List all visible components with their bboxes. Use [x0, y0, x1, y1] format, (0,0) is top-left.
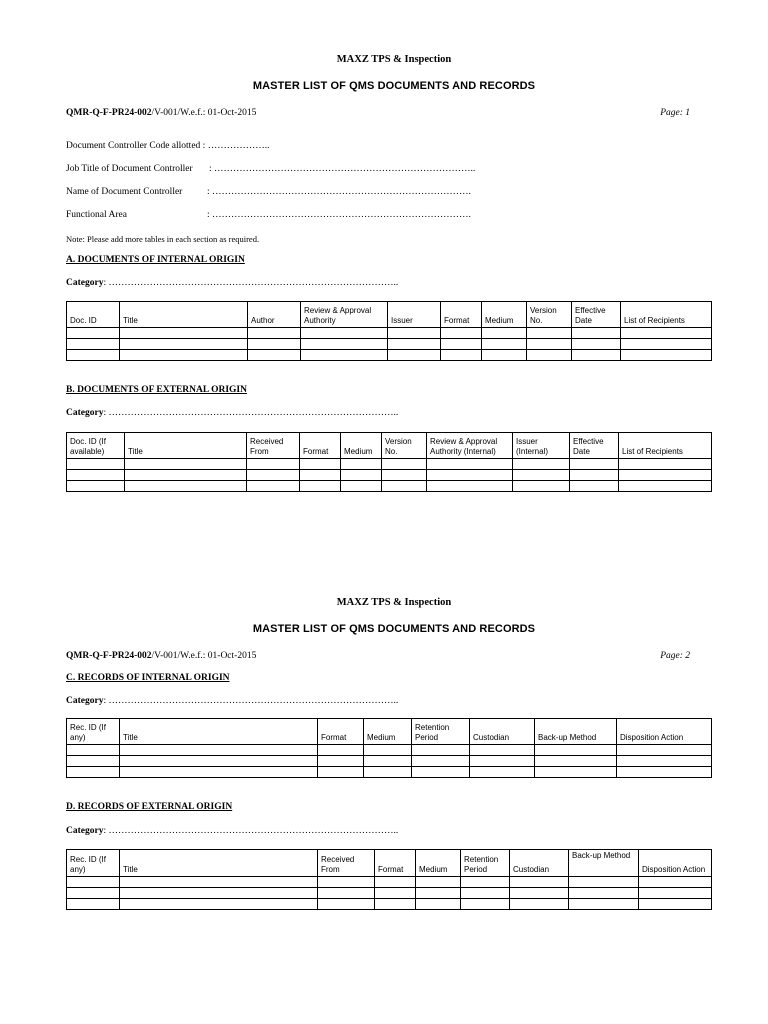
table-cell[interactable] [301, 328, 388, 339]
table-header-row [67, 850, 712, 877]
col-header: Version No. [527, 302, 572, 328]
table-cell[interactable] [318, 767, 364, 778]
table-row [67, 745, 712, 756]
category-label: Category [66, 826, 104, 836]
table-cell[interactable] [67, 877, 120, 888]
table-cell[interactable] [639, 899, 712, 910]
form-reference [66, 108, 256, 118]
category-label: Category [66, 278, 104, 288]
table-row [67, 350, 712, 361]
section-a-category [66, 278, 398, 288]
col-header: Title [120, 719, 318, 745]
col-header: Issuer (Internal) [513, 433, 570, 459]
col-header: Review & Approval Authority (Internal) [427, 433, 513, 459]
note-text: Note: Please add more tables in each section as required. [66, 234, 260, 244]
table-cell[interactable] [301, 339, 388, 350]
table-cell[interactable] [570, 481, 619, 492]
table-cell[interactable] [527, 350, 572, 361]
table-row [67, 470, 712, 481]
table-cell[interactable] [461, 888, 510, 899]
table-cell[interactable] [621, 328, 712, 339]
col-header: Custodian [470, 719, 535, 745]
col-header: Rec. ID (If any) [67, 850, 120, 877]
table-cell[interactable] [67, 339, 120, 350]
table-cell[interactable] [441, 350, 482, 361]
table-cell[interactable] [120, 767, 318, 778]
page-number: Page: 1 [660, 108, 690, 118]
table-cell[interactable] [375, 888, 416, 899]
table-cell[interactable] [300, 470, 341, 481]
company-name: MAXZ TPS & Inspection [336, 597, 452, 608]
table-cell[interactable] [318, 756, 364, 767]
table-cell[interactable] [617, 756, 712, 767]
table-cell[interactable] [570, 459, 619, 470]
col-header: Back-up Method [535, 719, 617, 745]
table-cell[interactable] [364, 767, 412, 778]
field-blank[interactable]: ……………….. [207, 141, 270, 151]
table-cell[interactable] [570, 470, 619, 481]
table-cell[interactable] [412, 745, 470, 756]
document-title: MASTER LIST OF QMS DOCUMENTS AND RECORDS [252, 623, 536, 635]
col-header: Format [300, 433, 341, 459]
table-cell[interactable] [441, 339, 482, 350]
section-a-heading: A. DOCUMENTS OF INTERNAL ORIGIN [66, 255, 245, 265]
table-cell[interactable] [388, 339, 441, 350]
table-cell[interactable] [67, 459, 125, 470]
table-cell[interactable] [247, 470, 300, 481]
table-cell[interactable] [67, 481, 125, 492]
field-blank[interactable]: : ……………………………………………………………………….. [209, 164, 476, 174]
category-label: Category [66, 696, 104, 706]
table-cell[interactable] [535, 756, 617, 767]
document-title: MASTER LIST OF QMS DOCUMENTS AND RECORDS [252, 80, 536, 92]
table-cell[interactable] [120, 888, 318, 899]
table-cell[interactable] [416, 877, 461, 888]
table-cell[interactable] [639, 888, 712, 899]
table-cell[interactable] [412, 767, 470, 778]
section-d-table [66, 849, 712, 910]
col-header: List of Recipients [619, 433, 712, 459]
table-cell[interactable] [67, 899, 120, 910]
col-header: Rec. ID (If any) [67, 719, 120, 745]
form-code: QMR-Q-F-PR24-002 [66, 108, 152, 118]
table-cell[interactable] [382, 481, 427, 492]
table-cell[interactable] [482, 339, 527, 350]
table-cell[interactable] [300, 481, 341, 492]
table-cell[interactable] [67, 350, 120, 361]
col-header: Received From [318, 850, 375, 877]
table-header-row [67, 433, 712, 459]
col-header: Effective Date [572, 302, 621, 328]
col-header: Medium [364, 719, 412, 745]
col-header: Format [441, 302, 482, 328]
section-a-table [66, 301, 712, 361]
table-cell[interactable] [470, 756, 535, 767]
table-cell[interactable] [513, 470, 570, 481]
col-header: Effective Date [570, 433, 619, 459]
table-cell[interactable] [247, 459, 300, 470]
table-cell[interactable] [67, 745, 120, 756]
category-label: Category [66, 408, 104, 418]
field-label: Functional Area [66, 210, 127, 220]
table-row [67, 459, 712, 470]
table-cell[interactable] [301, 350, 388, 361]
table-cell[interactable] [527, 328, 572, 339]
field-controller-code [66, 141, 269, 151]
table-cell[interactable] [482, 350, 527, 361]
table-cell[interactable] [617, 767, 712, 778]
col-header: Format [375, 850, 416, 877]
field-label: Document Controller Code allotted : [66, 141, 206, 151]
table-cell[interactable] [619, 481, 712, 492]
col-header: Title [125, 433, 247, 459]
table-cell[interactable] [120, 745, 318, 756]
table-cell[interactable] [482, 328, 527, 339]
table-cell[interactable] [120, 899, 318, 910]
col-header: Issuer [388, 302, 441, 328]
table-cell[interactable] [513, 481, 570, 492]
table-header-row [67, 302, 712, 328]
table-cell[interactable] [527, 339, 572, 350]
col-header: Disposition Action [617, 719, 712, 745]
table-cell[interactable] [427, 481, 513, 492]
table-cell[interactable] [67, 328, 120, 339]
table-cell[interactable] [535, 767, 617, 778]
col-header: Retention Period [461, 850, 510, 877]
table-cell[interactable] [621, 350, 712, 361]
col-header: Retention Period [412, 719, 470, 745]
category-blank[interactable]: : ……………………………………………………………………………….. [103, 278, 399, 288]
section-c-category [66, 696, 398, 706]
section-b-category [66, 408, 398, 418]
table-cell[interactable] [120, 756, 318, 767]
section-d-category [66, 826, 398, 836]
section-b-heading: B. DOCUMENTS OF EXTERNAL ORIGIN [66, 385, 247, 395]
table-row [67, 888, 712, 899]
table-cell[interactable] [639, 877, 712, 888]
table-cell[interactable] [572, 339, 621, 350]
table-cell[interactable] [120, 350, 248, 361]
table-cell[interactable] [416, 888, 461, 899]
table-cell[interactable] [300, 459, 341, 470]
table-cell[interactable] [382, 459, 427, 470]
table-cell[interactable] [441, 328, 482, 339]
table-cell[interactable] [572, 328, 621, 339]
table-cell[interactable] [510, 888, 569, 899]
col-header: Disposition Action [639, 850, 712, 877]
table-row [67, 767, 712, 778]
field-blank[interactable]: : ………………………………………………………………………. [207, 210, 471, 220]
page-number: Page: 2 [660, 651, 690, 661]
table-cell[interactable] [569, 877, 639, 888]
col-header: Doc. ID [67, 302, 120, 328]
table-cell[interactable] [572, 350, 621, 361]
table-cell[interactable] [120, 877, 318, 888]
col-header: Custodian [510, 850, 569, 877]
col-header: Medium [482, 302, 527, 328]
table-cell[interactable] [621, 339, 712, 350]
table-cell[interactable] [569, 899, 639, 910]
table-cell[interactable] [510, 877, 569, 888]
table-cell[interactable] [318, 888, 375, 899]
table-cell[interactable] [513, 459, 570, 470]
col-header: Format [318, 719, 364, 745]
table-cell[interactable] [67, 470, 125, 481]
table-cell[interactable] [569, 888, 639, 899]
section-d-heading: D. RECORDS OF EXTERNAL ORIGIN [66, 802, 233, 812]
col-header: Title [120, 850, 318, 877]
table-cell[interactable] [619, 470, 712, 481]
col-header: Title [120, 302, 248, 328]
col-header: Version No. [382, 433, 427, 459]
table-cell[interactable] [388, 350, 441, 361]
table-cell[interactable] [341, 470, 382, 481]
table-cell[interactable] [318, 745, 364, 756]
table-row [67, 899, 712, 910]
section-c-table [66, 718, 712, 778]
table-cell[interactable] [461, 899, 510, 910]
field-label: Name of Document Controller [66, 187, 183, 197]
col-header: Doc. ID (If available) [67, 433, 125, 459]
category-blank[interactable]: : ……………………………………………………………………………….. [103, 696, 399, 706]
section-c-heading: C. RECORDS OF INTERNAL ORIGIN [66, 673, 230, 683]
form-version-date: /V-001/W.e.f.: 01-Oct-2015 [151, 108, 257, 118]
table-cell[interactable] [67, 756, 120, 767]
table-cell[interactable] [120, 339, 248, 350]
table-cell[interactable] [416, 899, 461, 910]
table-cell[interactable] [125, 481, 247, 492]
table-cell[interactable] [461, 877, 510, 888]
col-header: Review & Approval Authority [301, 302, 388, 328]
table-cell[interactable] [125, 470, 247, 481]
table-row [67, 481, 712, 492]
field-functional-area [66, 210, 127, 220]
col-header: Received From [247, 433, 300, 459]
company-name: MAXZ TPS & Inspection [336, 54, 452, 65]
section-b-table [66, 432, 712, 492]
col-header: List of Recipients [621, 302, 712, 328]
table-cell[interactable] [120, 328, 248, 339]
table-row [67, 328, 712, 339]
form-code: QMR-Q-F-PR24-002 [66, 651, 152, 661]
table-cell[interactable] [67, 767, 120, 778]
table-cell[interactable] [375, 899, 416, 910]
category-blank[interactable]: : ……………………………………………………………………………….. [103, 408, 399, 418]
table-cell[interactable] [341, 481, 382, 492]
table-cell[interactable] [427, 470, 513, 481]
table-cell[interactable] [382, 470, 427, 481]
table-row [67, 339, 712, 350]
table-cell[interactable] [375, 877, 416, 888]
field-label: Job Title of Document Controller [66, 164, 193, 174]
table-cell[interactable] [318, 877, 375, 888]
table-header-row [67, 719, 712, 745]
table-cell[interactable] [125, 459, 247, 470]
table-cell[interactable] [67, 888, 120, 899]
col-header: Medium [341, 433, 382, 459]
table-cell[interactable] [247, 481, 300, 492]
col-header: Author [248, 302, 301, 328]
table-cell[interactable] [388, 328, 441, 339]
table-cell[interactable] [470, 745, 535, 756]
table-cell[interactable] [617, 745, 712, 756]
table-cell[interactable] [510, 899, 569, 910]
table-cell[interactable] [364, 756, 412, 767]
form-reference [66, 651, 256, 661]
table-cell[interactable] [248, 328, 301, 339]
table-cell[interactable] [248, 339, 301, 350]
table-cell[interactable] [427, 459, 513, 470]
table-row [67, 877, 712, 888]
table-cell[interactable] [470, 767, 535, 778]
table-cell[interactable] [412, 756, 470, 767]
field-blank[interactable]: : ………………………………………………………………………. [207, 187, 471, 197]
table-cell[interactable] [318, 899, 375, 910]
table-row [67, 756, 712, 767]
form-version-date: /V-001/W.e.f.: 01-Oct-2015 [151, 651, 257, 661]
table-cell[interactable] [341, 459, 382, 470]
col-header: Medium [416, 850, 461, 877]
table-cell[interactable] [619, 459, 712, 470]
table-cell[interactable] [364, 745, 412, 756]
field-controller-name [66, 187, 182, 197]
category-blank[interactable]: : ……………………………………………………………………………….. [103, 826, 399, 836]
table-cell[interactable] [535, 745, 617, 756]
field-controller-job-title [66, 164, 193, 174]
table-cell[interactable] [248, 350, 301, 361]
col-header: Back-up Method [569, 850, 639, 877]
